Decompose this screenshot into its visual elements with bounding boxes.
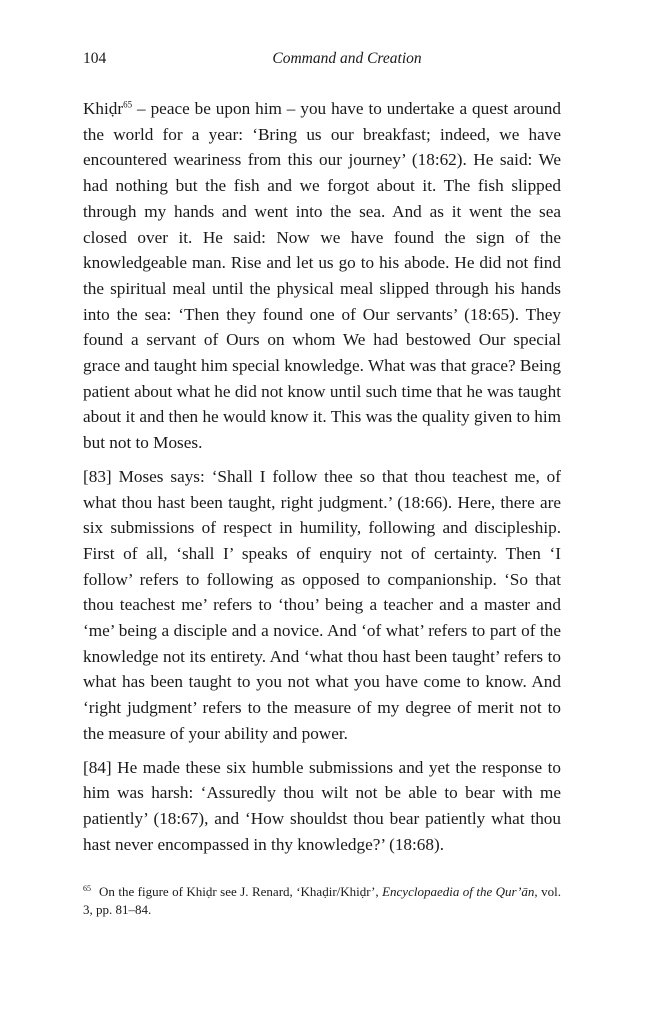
footnote-reference[interactable]: 65	[123, 99, 133, 110]
footnote-number: 65	[83, 883, 91, 893]
page-header	[83, 50, 561, 74]
page-number: 104	[83, 50, 107, 67]
footnote-text-after: , vol. 3, pp. 81–84.	[83, 884, 561, 917]
footnote-text-before: On the figure of Khiḍr see J. Renard, ‘Khaḍir/Khiḍr’,	[99, 884, 383, 899]
footnote-65	[83, 883, 561, 919]
running-title: Command and Creation	[272, 50, 422, 67]
paragraph-83: [83] Moses says: ‘Shall I follow thee so that thou teachest me, of what thou hast been taught, right judgment.’ (18:66). Here, there are six submissions of respect in humility, following and discipleship. First of all, ‘shall I’ speaks of enquiry not of certainty. Then ‘I follow’ refers to following as opposed to companionship. ‘So that thou teachest me’ refers to ‘thou’ being a teacher and a master and ‘me’ being a disciple and a novice. And ‘of what’ refers to part of the knowledge not its entirety. And ‘what thou hast been taught’ refers to what has been taught to you not what you have come to know. And ‘right judgment’ refers to the measure of my degree of merit not to the measure of your ability and power.	[83, 466, 561, 743]
paragraph-84: [84] He made these six humble submissions and yet the response to him was harsh: ‘Assuredly thou wilt not be able to bear with me patiently’ (18:67), and ‘How shouldst thou bear patiently what thou hast never encompassed in thy knowledge?’ (18:68).	[83, 757, 561, 854]
footnote-cited-title: Encyclopaedia of the Qur’ān	[382, 884, 535, 899]
paragraph-lead-word: Khiḍr	[83, 99, 124, 118]
footnotes	[83, 883, 561, 919]
paragraph-text: – peace be upon him – you have to undertake a quest around the world for a year: ‘Bring us our breakfast; indeed, we have encountered weariness from this our journey’ (18:62). He said: We had nothing but the fish and we forgot about it. The fish slipped through my hands and went into the sea. And as it went the sea closed over it. He said: Now we have found the sign of the knowledgeable man. Rise and let us go to his abode. He did not find the spiritual meal until the physical meal slipped through his hands into the sea: ‘Then they found one of Our servants’ (18:65). They found a servant of Ours on whom We had bestowed Our special grace and taught him special knowledge. What was that grace? Being patient about what he did not know until such time that he was taught about it and then he would know it. This was the quality given to him but not to Moses.	[83, 99, 561, 453]
paragraph-continuation	[83, 96, 561, 456]
body-text	[83, 96, 561, 865]
